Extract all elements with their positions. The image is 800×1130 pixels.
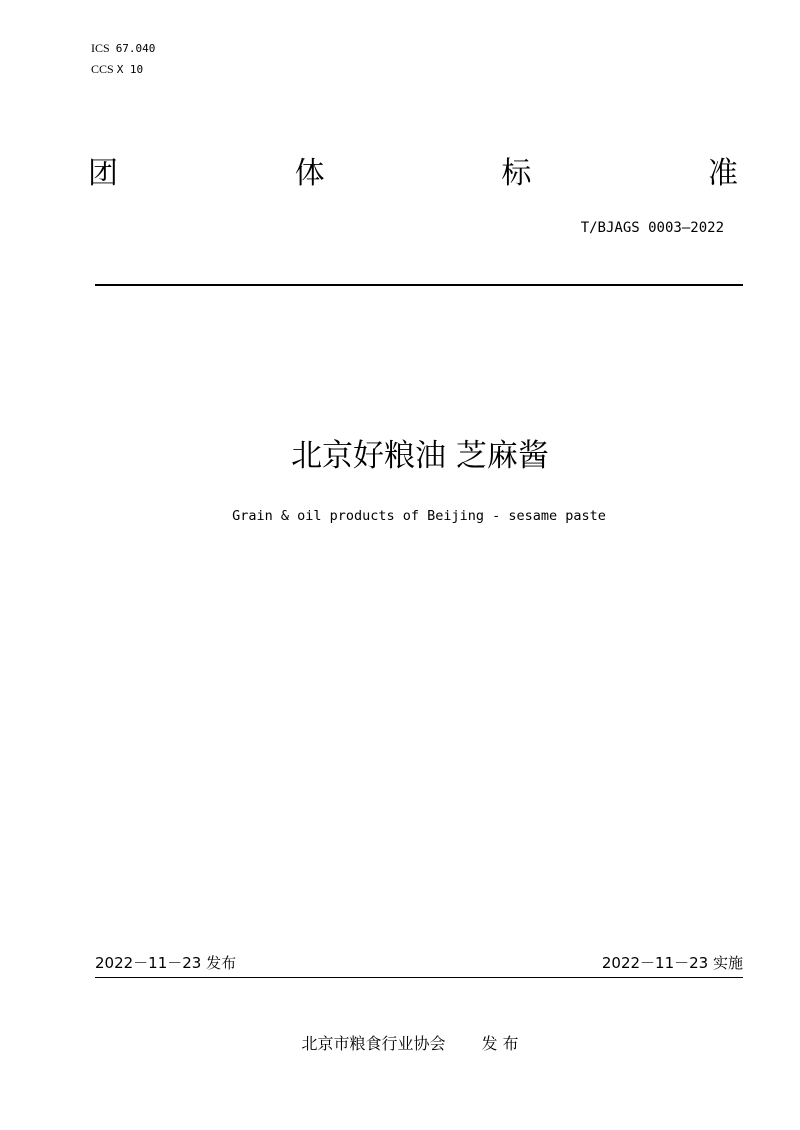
standard-type-char-4: 准 <box>707 156 738 191</box>
ccs-code: X 10 <box>116 63 144 76</box>
ccs-label: CCS <box>91 62 114 76</box>
standard-type-char-2: 体 <box>294 156 325 191</box>
standard-type-heading <box>88 154 738 194</box>
publisher-name: 北京市粮食行业协会 <box>301 1034 446 1053</box>
implementation-date: 2022－11－23 实施 <box>601 954 743 972</box>
top-divider <box>95 284 743 286</box>
classification-codes <box>91 38 155 80</box>
document-title-english: Grain & oil products of Beijing - sesame paste <box>232 508 606 524</box>
standard-number: T/BJAGS 0003—2022 <box>580 220 724 236</box>
standard-type-char-3: 标 <box>501 156 532 191</box>
ics-label: ICS <box>91 41 110 55</box>
ics-line <box>91 38 155 59</box>
publisher-line <box>0 1032 800 1056</box>
ics-code: 67.040 <box>115 42 156 55</box>
document-title-chinese: 北京好粮油 芝麻酱 <box>291 438 549 474</box>
standard-type-char-1: 团 <box>88 156 118 191</box>
publisher-action: 发 布 <box>481 1034 519 1053</box>
release-date: 2022－11－23 发布 <box>95 954 237 972</box>
bottom-divider <box>95 977 743 978</box>
ccs-line <box>91 59 155 80</box>
